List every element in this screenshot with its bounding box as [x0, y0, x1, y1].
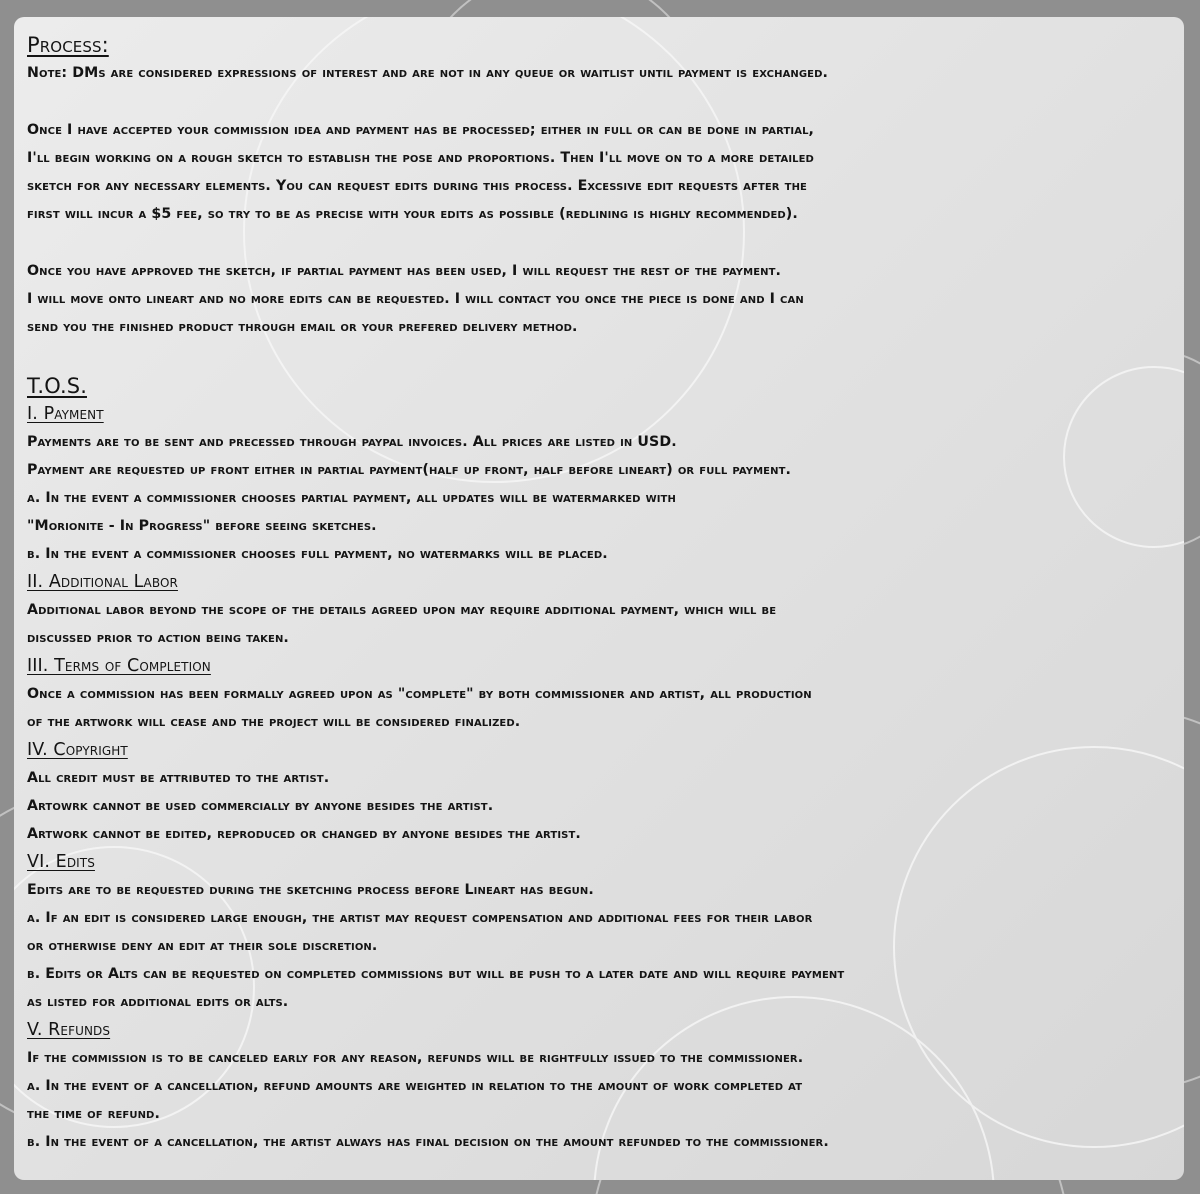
refunds-line: a. In the event of a cancellation, refund amounts are weighted in relation to the amount of work completed at: [27, 1078, 803, 1094]
process-paragraph-line: first will incur a $5 fee, so try to be as precise with your edits as possible (redlining is highly recommended).: [27, 206, 798, 222]
refunds-line: the time of refund.: [27, 1106, 160, 1122]
tos-heading: T.O.S.: [27, 374, 87, 398]
copyright-line: All credit must be attributed to the artist.: [27, 770, 330, 786]
edits-line: a. If an edit is considered large enough, the artist may request compensation and additional fees for their labor: [27, 910, 813, 926]
additional-labor-line: discussed prior to action being taken.: [27, 630, 289, 646]
info-card: [14, 17, 1184, 1180]
process-paragraph-line: Once you have approved the sketch, if partial payment has been used, I will request the rest of the payment.: [27, 263, 782, 279]
refunds-line: If the commission is to be canceled early for any reason, refunds will be rightfully issued to the commissioner.: [27, 1050, 804, 1066]
edits-line: as listed for additional edits or alts.: [27, 994, 289, 1010]
process-paragraph-line: I will move onto lineart and no more edits can be requested. I will contact you once the piece is done and I can: [27, 291, 804, 307]
edits-line: Edits are to be requested during the sketching process before Lineart has begun.: [27, 882, 594, 898]
copyright-heading: IV. Copyright: [27, 740, 128, 760]
spacer: [27, 87, 1177, 116]
refunds-line: b. In the event of a cancellation, the artist always has final decision on the amount refunded to the commissioner.: [27, 1134, 829, 1150]
edits-line: b. Edits or Alts can be requested on completed commissions but will be push to a later date and will require payment: [27, 966, 845, 982]
document-body: [27, 31, 1177, 1156]
copyright-line: Artwork cannot be edited, reproduced or changed by anyone besides the artist.: [27, 826, 581, 842]
completion-line: of the artwork will cease and the project will be considered finalized.: [27, 714, 521, 730]
copyright-line: Artowrk cannot be used commercially by anyone besides the artist.: [27, 798, 494, 814]
payment-heading: I. Payment: [27, 404, 104, 424]
additional-labor-line: Additional labor beyond the scope of the details agreed upon may require additional payment, which will be: [27, 602, 777, 618]
process-paragraph-line: Once I have accepted your commission idea and payment has be processed; either in full or can be done in partial,: [27, 122, 815, 138]
process-paragraph-line: I'll begin working on a rough sketch to establish the pose and proportions. Then I'll move on to a more detailed: [27, 150, 814, 166]
payment-line: "Morionite - In Progress" before seeing sketches.: [27, 518, 377, 534]
edits-line: or otherwise deny an edit at their sole discretion.: [27, 938, 378, 954]
process-heading: Process:: [27, 33, 109, 57]
edits-heading: VI. Edits: [27, 852, 95, 872]
refunds-heading: V. Refunds: [27, 1020, 111, 1040]
spacer: [27, 341, 1177, 372]
payment-line: Payment are requested up front either in partial payment(half up front, half before lineart) or full payment.: [27, 462, 791, 478]
process-note: Note: DMs are considered expressions of interest and are not in any queue or waitlist until payment is exchanged.: [27, 65, 829, 81]
process-paragraph-line: sketch for any necessary elements. You can request edits during this process. Excessive edit requests after the: [27, 178, 807, 194]
payment-line: a. In the event a commissioner chooses partial payment, all updates will be watermarked with: [27, 490, 676, 506]
completion-heading: III. Terms of Completion: [27, 656, 211, 676]
spacer: [27, 228, 1177, 257]
payment-line: b. In the event a commissioner chooses full payment, no watermarks will be placed.: [27, 546, 608, 562]
additional-labor-heading: II. Additional Labor: [27, 572, 178, 592]
process-paragraph-line: send you the finished product through email or your prefered delivery method.: [27, 319, 578, 335]
payment-line: Payments are to be sent and precessed through paypal invoices. All prices are listed in USD.: [27, 434, 677, 450]
completion-line: Once a commission has been formally agreed upon as "complete" by both commissioner and artist, all production: [27, 686, 812, 702]
